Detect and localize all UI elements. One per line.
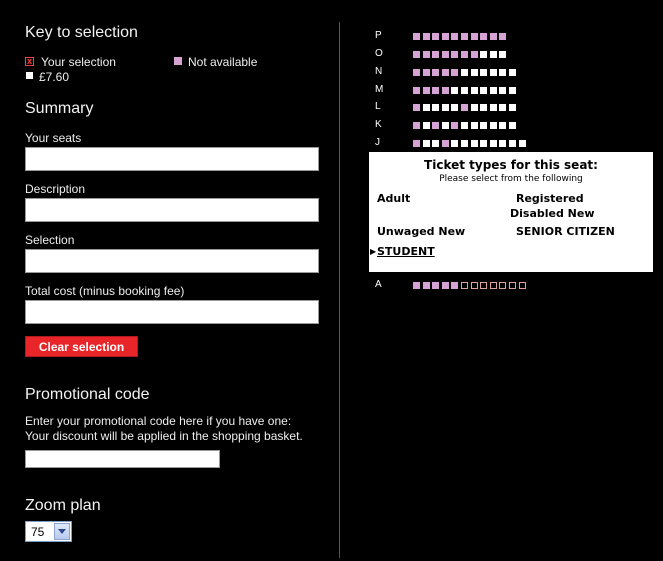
not-available-label: Not available xyxy=(188,55,258,69)
seat[interactable] xyxy=(509,282,516,289)
selected-arrow-icon: ▶ xyxy=(370,247,377,256)
seat xyxy=(471,51,478,58)
seat[interactable] xyxy=(509,122,516,129)
price-swatch xyxy=(26,72,33,79)
total-cost-label: Total cost (minus booking fee) xyxy=(25,284,185,298)
seat xyxy=(461,33,468,40)
seat xyxy=(442,51,449,58)
description-label: Description xyxy=(25,182,86,196)
seat[interactable] xyxy=(499,104,506,111)
seat xyxy=(442,282,449,289)
seat-row-label: A xyxy=(375,279,382,290)
seat xyxy=(499,33,506,40)
seat[interactable] xyxy=(490,282,497,289)
seat xyxy=(442,140,449,147)
seat xyxy=(471,33,478,40)
seat[interactable] xyxy=(480,122,487,129)
seat[interactable] xyxy=(480,104,487,111)
seat xyxy=(451,282,458,289)
promo-instructions-line1: Enter your promotional code here if you have one: xyxy=(25,414,292,428)
seat[interactable] xyxy=(461,69,468,76)
seat[interactable] xyxy=(509,140,516,147)
seat[interactable] xyxy=(480,282,487,289)
seat[interactable] xyxy=(451,87,458,94)
seat xyxy=(413,104,420,111)
seat[interactable] xyxy=(490,104,497,111)
seat-row-label: N xyxy=(375,66,383,77)
ticket-option-adult[interactable]: Adult xyxy=(377,192,411,205)
seat[interactable] xyxy=(499,69,506,76)
seat xyxy=(451,69,458,76)
ticket-option-senior-citizen[interactable]: SENIOR CITIZEN xyxy=(516,225,615,238)
seat[interactable] xyxy=(490,122,497,129)
seat[interactable] xyxy=(442,122,449,129)
seat[interactable] xyxy=(480,51,487,58)
seat[interactable] xyxy=(490,51,497,58)
seat[interactable] xyxy=(509,104,516,111)
total-cost-field[interactable] xyxy=(25,300,319,324)
seat[interactable] xyxy=(432,104,439,111)
not-available-swatch xyxy=(174,57,182,65)
popup-title: Ticket types for this seat: xyxy=(424,158,598,172)
zoom-plan-heading: Zoom plan xyxy=(25,497,101,514)
seat[interactable] xyxy=(423,122,430,129)
seat xyxy=(413,69,420,76)
ticket-option-registered[interactable]: Registered xyxy=(516,192,584,205)
seat-row-label: J xyxy=(375,137,380,148)
seat[interactable] xyxy=(423,104,430,111)
seat xyxy=(442,33,449,40)
seat-row-label: O xyxy=(375,48,383,59)
seat[interactable] xyxy=(509,87,516,94)
seat[interactable] xyxy=(499,282,506,289)
seat xyxy=(432,51,439,58)
seat[interactable] xyxy=(480,69,487,76)
seat xyxy=(451,33,458,40)
seat xyxy=(423,33,430,40)
your-seats-label: Your seats xyxy=(25,131,82,145)
seat[interactable] xyxy=(423,140,430,147)
description-field[interactable] xyxy=(25,198,319,222)
seat[interactable] xyxy=(490,140,497,147)
seat[interactable] xyxy=(471,104,478,111)
your-selection-swatch: x xyxy=(26,56,32,66)
seat xyxy=(490,33,497,40)
seat[interactable] xyxy=(519,282,526,289)
seat xyxy=(432,122,439,129)
panel-divider xyxy=(339,22,340,558)
ticket-option-disabled-new[interactable]: Disabled New xyxy=(510,207,595,220)
ticket-option-student[interactable]: STUDENT xyxy=(377,245,435,258)
seat[interactable] xyxy=(519,140,526,147)
seat[interactable] xyxy=(461,122,468,129)
seat[interactable] xyxy=(451,104,458,111)
your-seats-field[interactable] xyxy=(25,147,319,171)
seat xyxy=(461,51,468,58)
seat xyxy=(413,282,420,289)
seat xyxy=(413,140,420,147)
seat xyxy=(423,87,430,94)
seat[interactable] xyxy=(490,87,497,94)
selection-field[interactable] xyxy=(25,249,319,273)
your-selection-label: Your selection xyxy=(41,55,116,69)
seat-row-label: L xyxy=(375,101,381,112)
seat[interactable] xyxy=(442,104,449,111)
chevron-down-icon[interactable] xyxy=(54,523,70,540)
seat xyxy=(442,87,449,94)
ticket-types-popup xyxy=(369,152,653,272)
seat xyxy=(432,282,439,289)
clear-selection-button[interactable]: Clear selection xyxy=(25,336,138,357)
seat xyxy=(432,69,439,76)
seat[interactable] xyxy=(461,140,468,147)
promotional-code-heading: Promotional code xyxy=(25,386,150,403)
seat xyxy=(413,87,420,94)
seat xyxy=(432,87,439,94)
seat-row-label: K xyxy=(375,119,382,130)
seat-row-label: P xyxy=(375,30,382,41)
seat xyxy=(413,33,420,40)
seat[interactable] xyxy=(499,122,506,129)
seat xyxy=(423,69,430,76)
seat xyxy=(451,122,458,129)
price-label: £7.60 xyxy=(39,70,70,84)
seat xyxy=(423,51,430,58)
seat-row-label: M xyxy=(375,84,384,95)
seat[interactable] xyxy=(461,282,468,289)
seat xyxy=(451,51,458,58)
popup-subtitle: Please select from the following xyxy=(439,174,583,184)
seat[interactable] xyxy=(471,87,478,94)
seat[interactable] xyxy=(499,87,506,94)
seat xyxy=(423,282,430,289)
seat xyxy=(480,33,487,40)
promo-instructions-line2: Your discount will be applied in the shopping basket. xyxy=(25,429,303,443)
seat[interactable] xyxy=(451,140,458,147)
seat[interactable] xyxy=(480,87,487,94)
seat xyxy=(461,104,468,111)
seat[interactable] xyxy=(499,140,506,147)
promo-code-input[interactable] xyxy=(25,450,220,468)
seat[interactable] xyxy=(509,69,516,76)
seat[interactable] xyxy=(480,140,487,147)
seat xyxy=(442,69,449,76)
seat[interactable] xyxy=(471,69,478,76)
key-heading: Key to selection xyxy=(25,24,138,41)
selection-label: Selection xyxy=(25,233,75,247)
ticket-option-unwaged-new[interactable]: Unwaged New xyxy=(377,225,466,238)
seat[interactable] xyxy=(490,69,497,76)
summary-heading: Summary xyxy=(25,100,94,117)
seat xyxy=(413,122,420,129)
seat[interactable] xyxy=(471,282,478,289)
zoom-value: 75 xyxy=(31,524,45,539)
zoom-select[interactable] xyxy=(25,521,72,542)
seat[interactable] xyxy=(471,122,478,129)
seat[interactable] xyxy=(471,140,478,147)
seat xyxy=(432,33,439,40)
seat[interactable] xyxy=(461,87,468,94)
seat[interactable] xyxy=(432,140,439,147)
seat xyxy=(413,51,420,58)
seat[interactable] xyxy=(499,51,506,58)
